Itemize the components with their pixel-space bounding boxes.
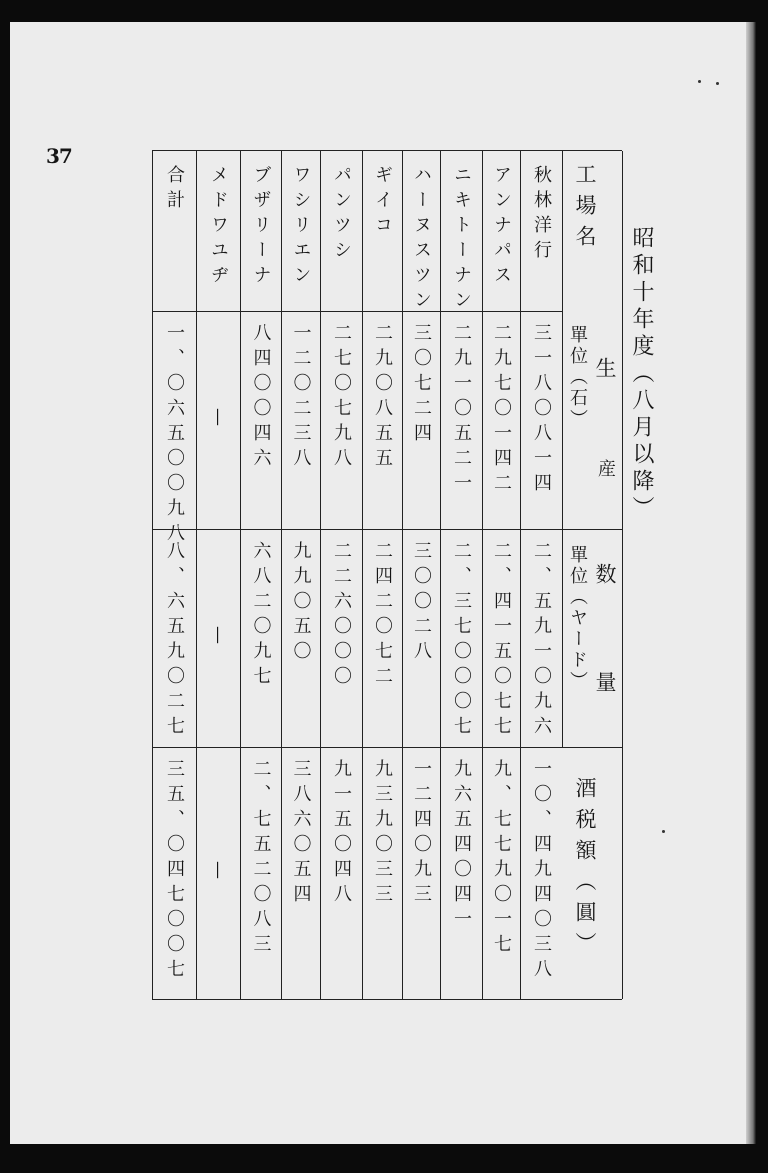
yard-value: 二四二〇七二 xyxy=(372,541,393,691)
yard-value: 二、五九一〇九六 xyxy=(531,541,552,741)
tax-value: 九一五〇四八 xyxy=(331,759,352,909)
factory-name: 秋林洋行 xyxy=(531,165,552,265)
tax-value: — xyxy=(208,861,229,879)
rule xyxy=(402,151,403,999)
factory-name: ニキトーナン xyxy=(451,165,472,315)
rule xyxy=(281,151,282,999)
koku-value: — xyxy=(208,408,229,426)
factory-name: ワシリエン xyxy=(290,165,312,290)
yard-value: 九九〇五〇 xyxy=(290,541,312,666)
factory-name: 合計 xyxy=(164,165,185,215)
koku-value: 二九七〇一四二 xyxy=(491,323,512,498)
header-unit-koku: 單位（石） xyxy=(567,325,588,430)
tax-value: 三五、〇四七〇〇七 xyxy=(164,759,185,984)
koku-value: 二九一〇五二一 xyxy=(451,323,472,498)
header-factory: 工場名 xyxy=(573,163,597,256)
speck xyxy=(716,82,719,85)
tax-value: 九三九〇三三 xyxy=(372,759,393,909)
page-number: 37 xyxy=(46,144,72,168)
header-quantity: 数 xyxy=(593,563,617,594)
document-page xyxy=(10,22,755,1144)
rule xyxy=(362,151,363,999)
rule xyxy=(196,151,197,999)
factory-name: パンツシ xyxy=(331,165,352,265)
speck xyxy=(662,830,665,833)
table-caption: 昭和十年度（八月以降） xyxy=(629,226,654,523)
yard-value: 二二六〇〇〇 xyxy=(331,541,352,691)
rule xyxy=(152,311,562,312)
tax-value: 三八六〇五四 xyxy=(290,759,312,909)
koku-value: 三一八〇八一四 xyxy=(531,323,552,498)
rule xyxy=(440,151,441,999)
tax-value: 九、七七九〇一七 xyxy=(491,759,512,959)
factory-name: アンナパス xyxy=(491,165,512,290)
yard-value: 二、四一五〇七七 xyxy=(491,541,512,741)
koku-value: 一二〇二三八 xyxy=(290,323,312,473)
factory-name: メドワユヂ xyxy=(208,165,229,290)
tax-value: 二、七五二〇八三 xyxy=(250,759,272,959)
tax-value: 一二四〇九三 xyxy=(411,759,432,909)
rule xyxy=(622,151,623,999)
factory-name: ハーヌスツン xyxy=(411,165,432,315)
yard-value: — xyxy=(208,626,229,644)
factory-name: ブザリーナ xyxy=(250,165,272,290)
yard-value: 二、三七〇〇〇七 xyxy=(451,541,472,741)
rule xyxy=(562,151,563,747)
header-production-2: 産 xyxy=(595,459,616,480)
header-unit-yard: 單位（ヤード） xyxy=(567,545,588,692)
tax-value: 一〇、四九四〇三八 xyxy=(531,759,552,984)
page-edge xyxy=(746,22,756,1144)
rule xyxy=(152,747,622,748)
production-table xyxy=(152,150,622,1000)
koku-value: 二七〇七九八 xyxy=(331,323,352,473)
factory-name: ギイコ xyxy=(372,165,393,240)
rule xyxy=(520,151,521,999)
speck xyxy=(698,80,701,83)
rule xyxy=(240,151,241,999)
yard-value: 八、六五九〇二七 xyxy=(164,541,185,741)
header-tax: 酒税額（圓） xyxy=(573,777,597,963)
header-production: 生 xyxy=(593,357,617,388)
rule xyxy=(562,529,592,530)
rule xyxy=(152,151,153,999)
koku-value: 三〇七二四 xyxy=(411,323,432,448)
koku-value: 八四〇〇四六 xyxy=(250,323,272,473)
yard-value: 三〇〇二八 xyxy=(411,541,432,666)
koku-value: 一、〇六五〇〇九八 xyxy=(164,323,185,548)
koku-value: 二九〇八五五 xyxy=(372,323,393,473)
rule xyxy=(320,151,321,999)
rule xyxy=(482,151,483,999)
rule xyxy=(152,529,622,530)
header-quantity-2: 量 xyxy=(593,671,617,702)
tax-value: 九六五四〇四一 xyxy=(451,759,472,934)
yard-value: 六八二〇九七 xyxy=(250,541,272,691)
